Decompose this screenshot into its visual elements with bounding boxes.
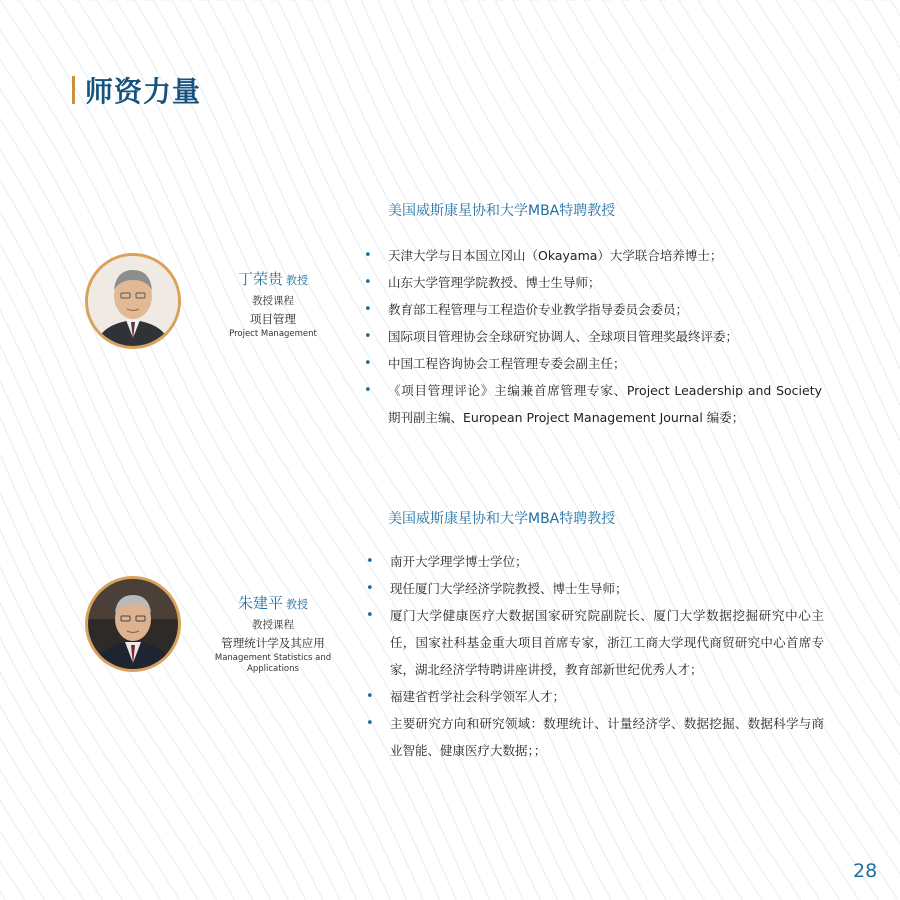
professor-name: 朱建平 [237, 594, 283, 612]
credentials-list [364, 548, 824, 764]
professor-info [200, 592, 346, 675]
credential-item: • 主要研究方向和研究领域：数理统计、计量经济学、数据挖掘、数据科学与商业智能、健康医疗大数据；； [364, 710, 824, 764]
page-number: 28 [853, 860, 878, 882]
credential-item: • 国际项目管理协会全球研究协调人、全球项目管理奖最终评委； [362, 323, 822, 350]
course-name-en: Project Management [229, 329, 317, 339]
professor-title: 教授 [286, 598, 308, 611]
credentials-list [362, 242, 822, 431]
section-title: 师资力量 [85, 75, 202, 108]
professor-photo [85, 253, 181, 349]
section-header [72, 70, 201, 110]
credential-item: • 厦门大学健康医疗大数据国家研究院副院长、厦门大学数据挖掘研究中心主任，国家社科基金重大项目首席专家，浙江工商大学现代商贸研究中心首席专家，湖北经济学特聘讲座讲授，教育部新世纪优秀人才； [364, 602, 824, 683]
course-name-cn: 项目管理 [250, 312, 296, 326]
professor-info [200, 268, 346, 340]
professor-name: 丁荣贵 [237, 270, 283, 288]
course-name-cn: 管理统计学及其应用 [221, 636, 325, 650]
credential-item: • 中国工程咨询协会工程管理专委会副主任； [362, 350, 822, 377]
credential-item: • 教育部工程管理与工程造价专业教学指导委员会委员； [362, 296, 822, 323]
header-accent-bar [72, 76, 75, 104]
credential-item: • 现任厦门大学经济学院教授、博士生导师； [364, 575, 824, 602]
professor-affiliation: 美国威斯康星协和大学MBA特聘教授 [388, 511, 616, 527]
credential-item: • 南开大学理学博士学位； [364, 548, 824, 575]
course-label: 教授课程 [252, 295, 294, 307]
course-label: 教授课程 [252, 619, 294, 631]
credential-item: • 福建省哲学社会科学领军人才； [364, 683, 824, 710]
professor-affiliation: 美国威斯康星协和大学MBA特聘教授 [388, 203, 616, 219]
credential-item: • 天津大学与日本国立冈山（Okayama）大学联合培养博士； [362, 242, 822, 269]
professor-title: 教授 [286, 274, 308, 287]
credential-item: • 山东大学管理学院教授、博士生导师； [362, 269, 822, 296]
credential-item: • 《项目管理评论》主编兼首席管理专家、Project Leadership and Society 期刊副主编、European Project Management Journal 编委； [362, 377, 822, 431]
professor-photo [85, 576, 181, 672]
course-name-en: Management Statistics and Applications [214, 653, 332, 674]
